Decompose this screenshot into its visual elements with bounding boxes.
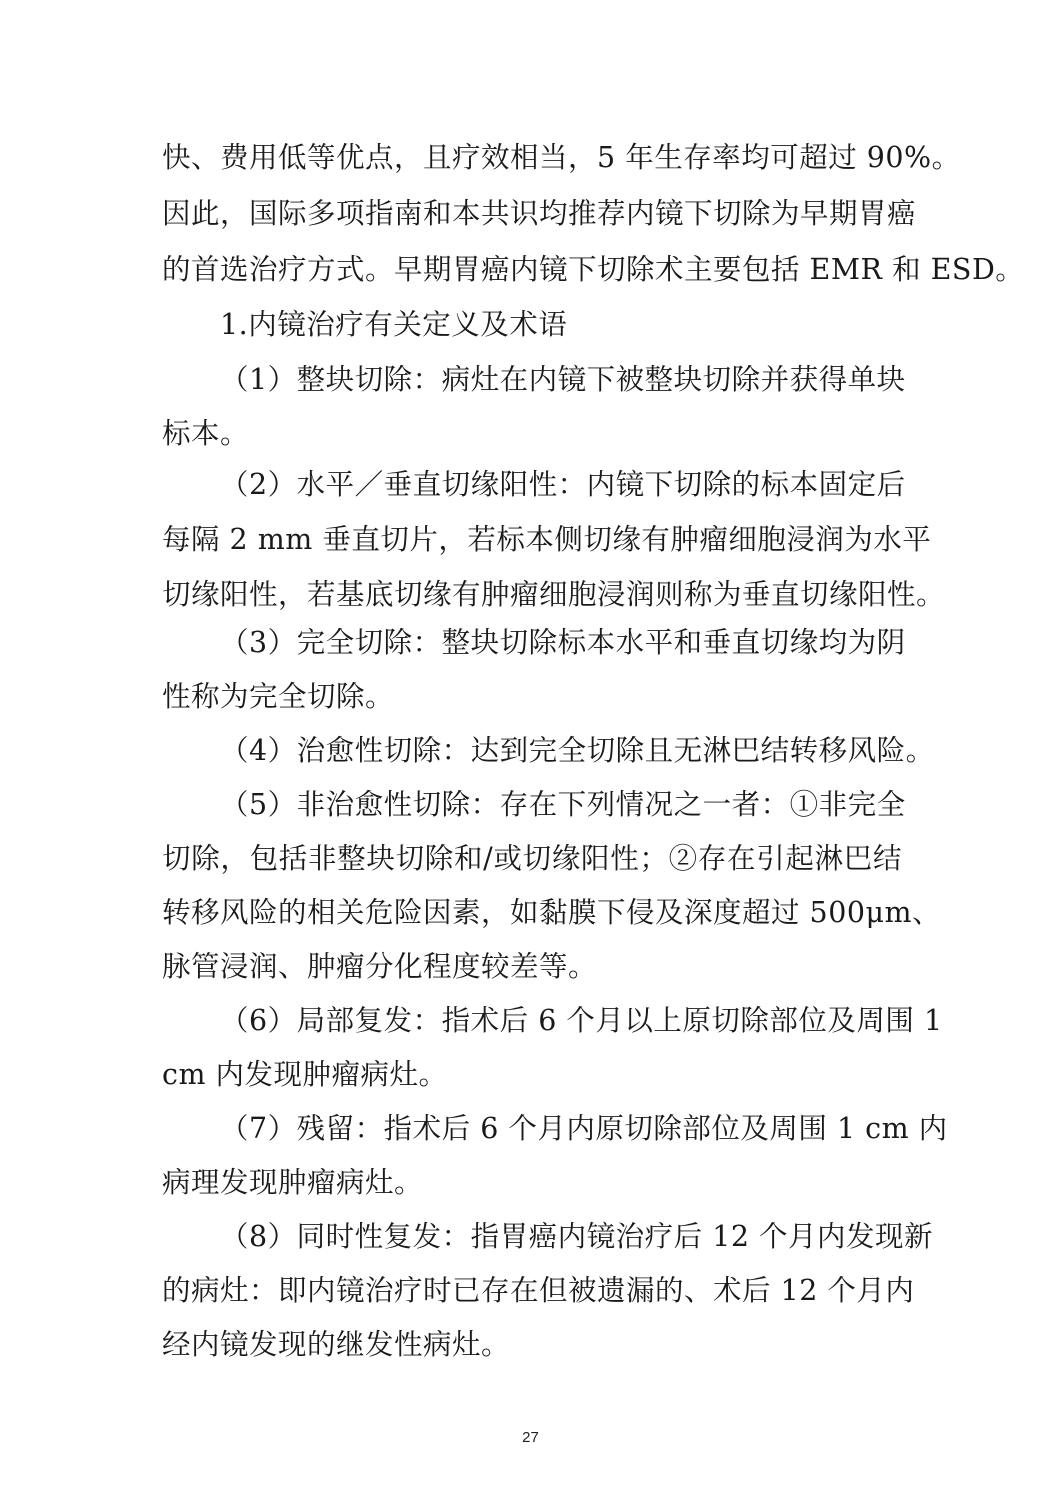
body-line: cm 内发现肿瘤病灶。 <box>162 1058 448 1091</box>
body-line: 的病灶：即内镜治疗时已存在但被遗漏的、术后 12 个月内 <box>162 1274 915 1307</box>
body-line: 病理发现肿瘤病灶。 <box>162 1166 424 1199</box>
body-line: 切除，包括非整块切除和/或切缘阳性；②存在引起淋巴结 <box>162 842 902 875</box>
definition-item-7: （7）残留：指术后 6 个月内原切除部位及周围 1 cm 内 <box>220 1112 948 1145</box>
definition-item-1: （1）整块切除：病灶在内镜下被整块切除并获得单块 <box>220 363 906 396</box>
body-line: 性称为完全切除。 <box>162 680 395 713</box>
page-number: 27 <box>522 1429 539 1446</box>
body-line: 切缘阳性，若基底切缘有肿瘤细胞浸润则称为垂直切缘阳性。 <box>162 578 946 611</box>
definition-item-6: （6）局部复发：指术后 6 个月以上原切除部位及周围 1 <box>220 1004 943 1037</box>
definition-item-5: （5）非治愈性切除：存在下列情况之一者：①非完全 <box>220 788 906 821</box>
body-line: 的首选治疗方式。早期胃癌内镜下切除术主要包括 EMR 和 ESD。 <box>162 253 1025 286</box>
definition-item-8: （8）同时性复发：指胃癌内镜治疗后 12 个月内发现新 <box>220 1220 934 1253</box>
body-line: 标本。 <box>162 417 250 450</box>
section-heading: 1.内镜治疗有关定义及术语 <box>220 308 568 341</box>
body-line: 经内镜发现的继发性病灶。 <box>162 1328 511 1361</box>
definition-item-4: （4）治愈性切除：达到完全切除且无淋巴结转移风险。 <box>220 734 935 767</box>
definition-item-2: （2）水平／垂直切缘阳性：内镜下切除的标本固定后 <box>220 468 906 501</box>
body-line: 快、费用低等优点，且疗效相当，5 年生存率均可超过 90%。 <box>162 141 961 174</box>
body-line: 脉管浸润、肿瘤分化程度较差等。 <box>162 950 598 983</box>
body-line: 每隔 2 mm 垂直切片，若标本侧切缘有肿瘤细胞浸润为水平 <box>162 523 932 556</box>
body-line: 因此，国际多项指南和本共识均推荐内镜下切除为早期胃癌 <box>162 197 917 230</box>
definition-item-3: （3）完全切除：整块切除标本水平和垂直切缘均为阴 <box>220 626 906 659</box>
body-line: 转移风险的相关危险因素，如黏膜下侵及深度超过 500μm、 <box>162 896 942 929</box>
